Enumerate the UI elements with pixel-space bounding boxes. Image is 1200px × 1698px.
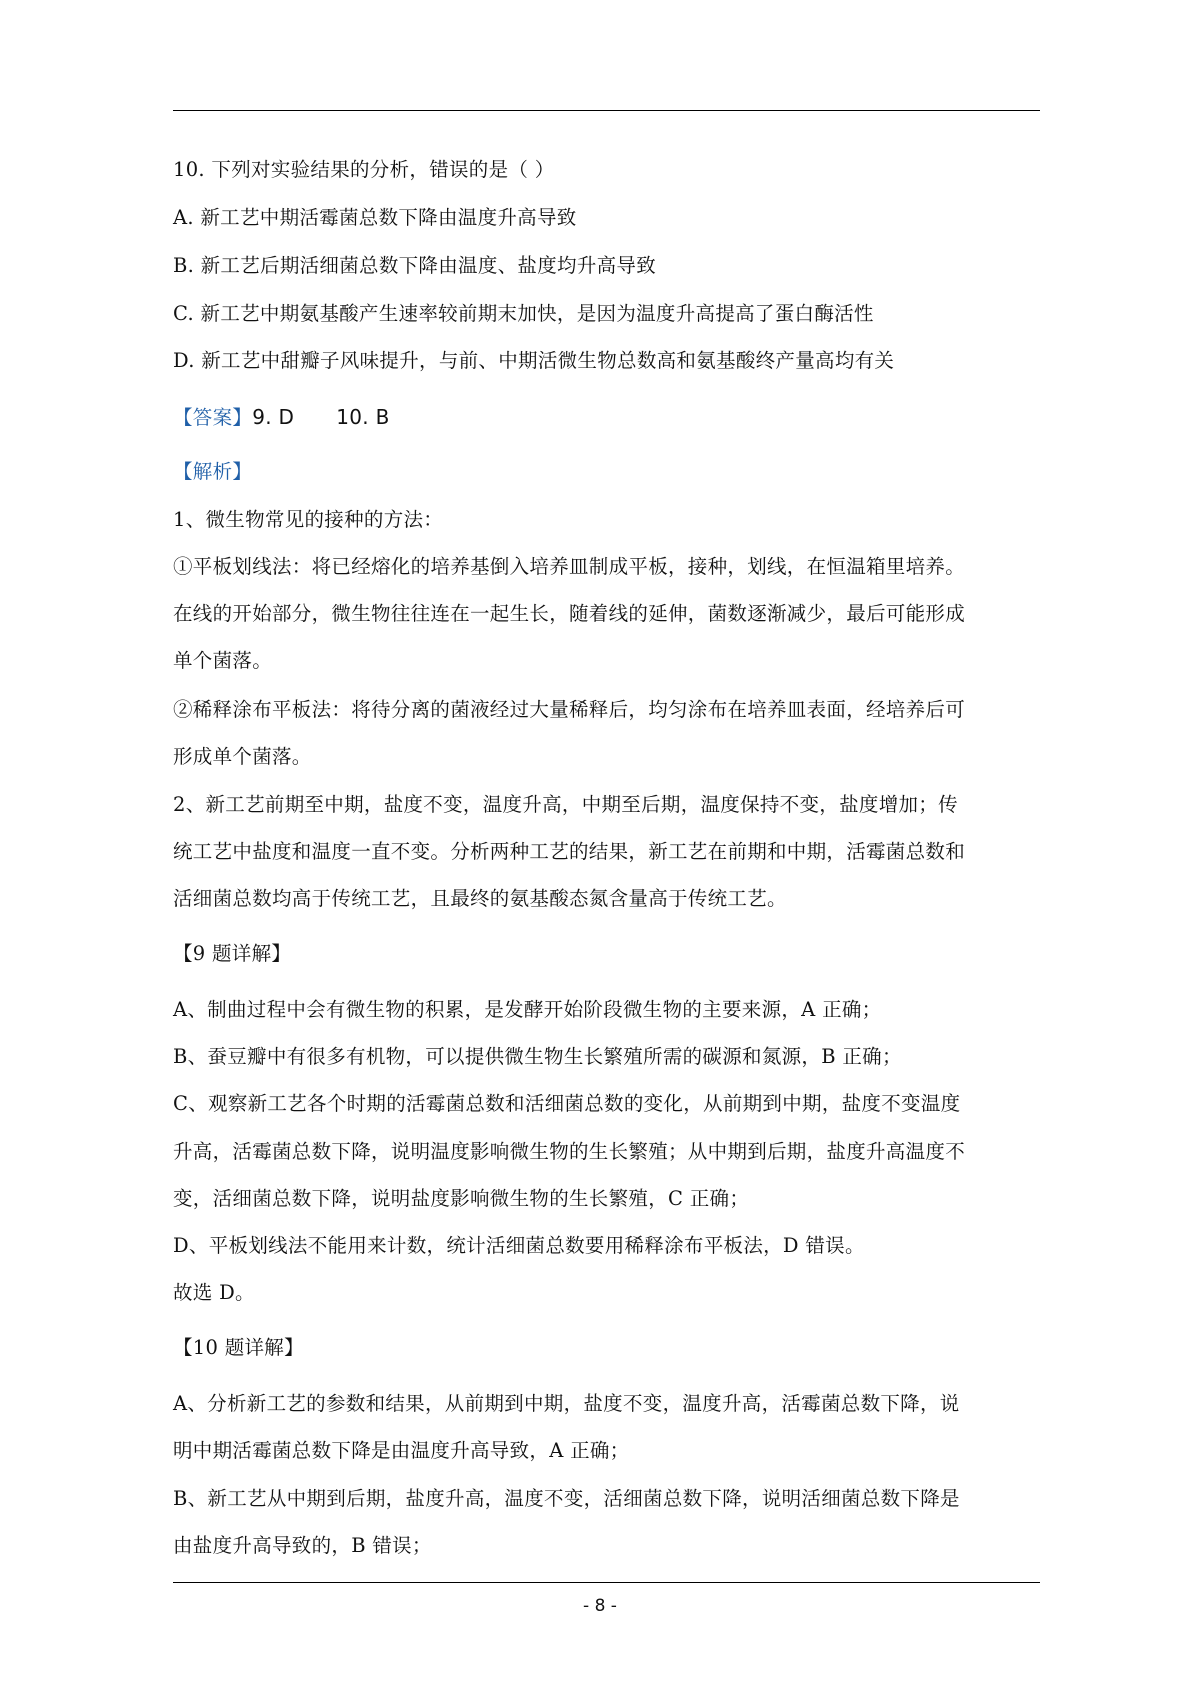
detail-9-line-4: 升高，活霉菌总数下降，说明温度影响微生物的生长繁殖；从中期到后期，盐度升高温度不 bbox=[173, 1140, 966, 1163]
analysis-line-6: 形成单个菌落。 bbox=[173, 745, 312, 768]
answer-q10: 10. B bbox=[336, 405, 390, 429]
analysis-line-2: ①平板划线法：将已经熔化的培养基倒入培养皿制成平板，接种，划线，在恒温箱里培养。 bbox=[173, 555, 966, 578]
answer-q9: 9. D bbox=[252, 405, 295, 429]
footer-rule bbox=[173, 1582, 1040, 1583]
analysis-line-1: 1、微生物常见的接种的方法： bbox=[173, 508, 444, 531]
analysis-line-3: 在线的开始部分，微生物往往连在一起生长，随着线的延伸，菌数逐渐减少，最后可能形成 bbox=[173, 602, 966, 625]
analysis-tag: 【解析】 bbox=[173, 460, 253, 483]
page-number: - 8 - bbox=[583, 1596, 617, 1616]
detail-10-line-1: A、分析新工艺的参数和结果，从前期到中期，盐度不变，温度升高，活霉菌总数下降，说 bbox=[173, 1392, 960, 1415]
detail-9-tag: 【9 题详解】 bbox=[173, 942, 292, 965]
detail-9-line-3: C、观察新工艺各个时期的活霉菌总数和活细菌总数的变化，从前期到中期，盐度不变温度 bbox=[173, 1092, 961, 1115]
answer-tag: 【答案】 bbox=[173, 406, 253, 429]
header-rule bbox=[173, 110, 1040, 111]
detail-9-line-6: D、平板划线法不能用来计数，统计活细菌总数要用稀释涂布平板法，D 错误。 bbox=[173, 1234, 865, 1257]
detail-10-line-4: 由盐度升高导致的，B 错误； bbox=[173, 1534, 432, 1557]
option-b: B. 新工艺后期活细菌总数下降由温度、盐度均升高导致 bbox=[173, 254, 657, 277]
analysis-line-7: 2、新工艺前期至中期，盐度不变，温度升高，中期至后期，温度保持不变，盐度增加；传 bbox=[173, 793, 958, 816]
analysis-line-9: 活细菌总数均高于传统工艺，且最终的氨基酸态氮含量高于传统工艺。 bbox=[173, 887, 787, 910]
detail-10-tag: 【10 题详解】 bbox=[173, 1336, 304, 1359]
detail-9-line-7: 故选 D。 bbox=[173, 1281, 255, 1304]
analysis-line-8: 统工艺中盐度和温度一直不变。分析两种工艺的结果，新工艺在前期和中期，活霉菌总数和 bbox=[173, 840, 966, 863]
detail-9-line-5: 变，活细菌总数下降，说明盐度影响微生物的生长繁殖，C 正确； bbox=[173, 1187, 750, 1210]
option-d: D. 新工艺中甜瓣子风味提升，与前、中期活微生物总数高和氨基酸终产量高均有关 bbox=[173, 349, 895, 372]
detail-9-line-1: A、制曲过程中会有微生物的积累，是发酵开始阶段微生物的主要来源，A 正确； bbox=[173, 998, 882, 1021]
analysis-line-4: 单个菌落。 bbox=[173, 649, 273, 672]
analysis-line-5: ②稀释涂布平板法：将待分离的菌液经过大量稀释后，均匀涂布在培养皿表面，经培养后可 bbox=[173, 698, 966, 721]
question-10-stem: 10. 下列对实验结果的分析，错误的是（ ） bbox=[173, 158, 555, 181]
option-c: C. 新工艺中期氨基酸产生速率较前期末加快，是因为温度升高提高了蛋白酶活性 bbox=[173, 302, 874, 325]
option-a: A. 新工艺中期活霉菌总数下降由温度升高导致 bbox=[173, 206, 577, 229]
detail-10-line-3: B、新工艺从中期到后期，盐度升高，温度不变，活细菌总数下降，说明活细菌总数下降是 bbox=[173, 1487, 960, 1510]
detail-9-line-2: B、蚕豆瓣中有很多有机物，可以提供微生物生长繁殖所需的碳源和氮源，B 正确； bbox=[173, 1045, 902, 1068]
detail-10-line-2: 明中期活霉菌总数下降是由温度升高导致，A 正确； bbox=[173, 1439, 630, 1462]
answer-line bbox=[173, 403, 1040, 432]
